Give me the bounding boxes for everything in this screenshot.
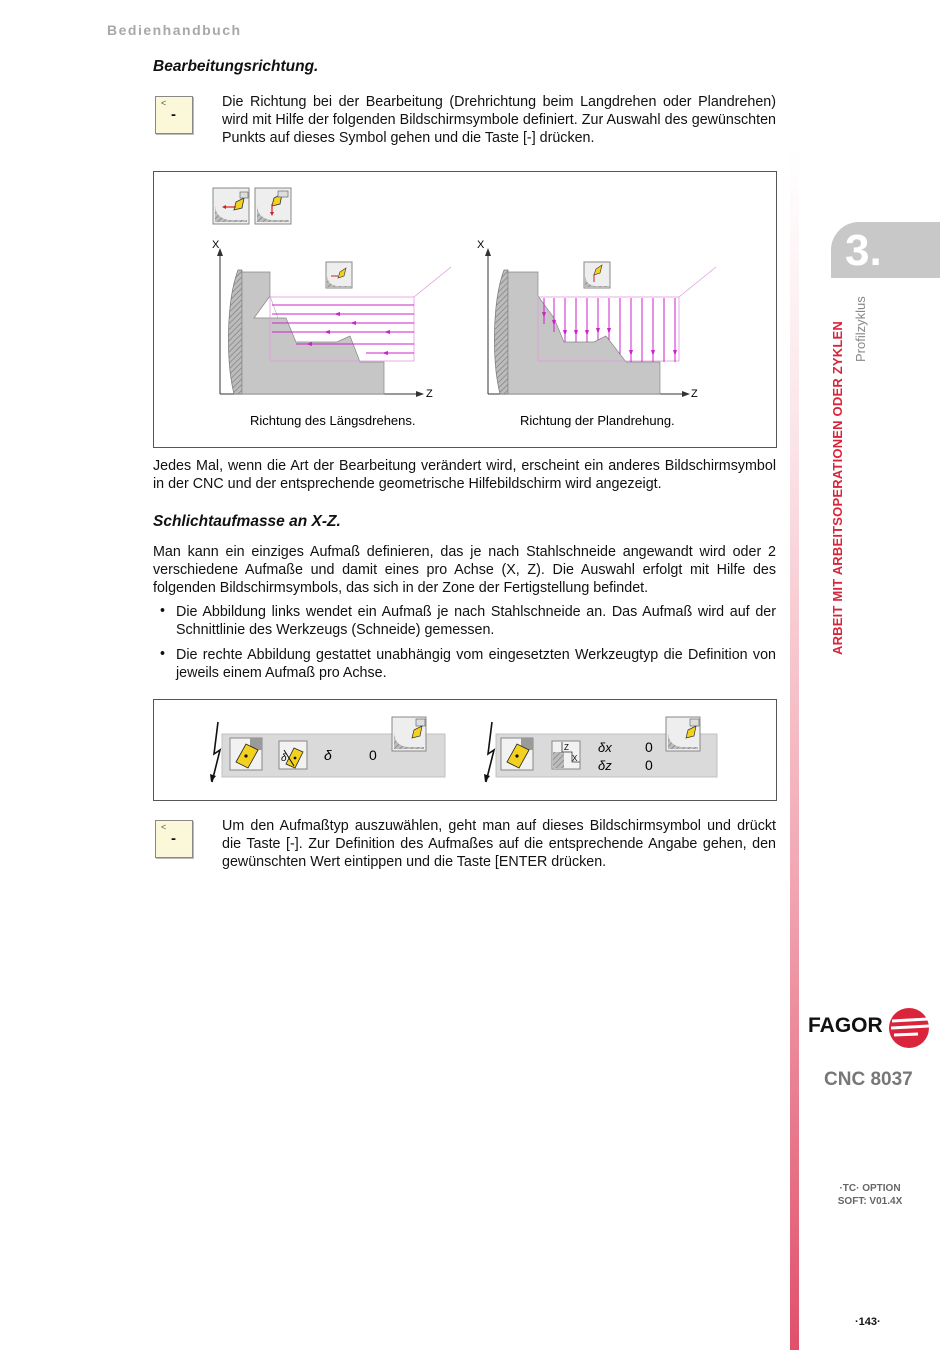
page-number: ·143· bbox=[855, 1316, 881, 1328]
toggle-arrow-icon-right bbox=[486, 722, 494, 782]
tool-insert-icon[interactable] bbox=[230, 738, 262, 770]
model-name: CNC 8037 bbox=[824, 1069, 913, 1090]
key-minus-icon bbox=[155, 96, 193, 134]
axis-x-label-left: X bbox=[212, 239, 220, 251]
option-line-2: SOFT: V01.4X bbox=[837, 1196, 903, 1207]
chapter-number: 3. bbox=[845, 226, 882, 275]
section-heading-schlichtaufmasse: Schlichtaufmasse an X-Z. bbox=[153, 513, 341, 530]
dx-label: δx bbox=[598, 740, 612, 755]
facing-diagram bbox=[477, 239, 716, 428]
section1-text: Die Richtung bei der Bearbeitung (Drehrichtung beim Langdrehen oder Plandrehen) wird mit Hilfe der folgenden Bildschirmsymbole definiert. Zur Auswahl des gewünschten Punkts auf dieses Symbol gehen und die Taste [-] drücken. bbox=[222, 94, 776, 146]
chapter-title: ARBEIT MIT ARBEITSOPERATIONEN ODER ZYKLEN bbox=[830, 321, 845, 655]
key-label: - bbox=[171, 106, 176, 123]
axis-stock-icon-z: Z bbox=[564, 743, 569, 752]
tool-insert-icon-right[interactable] bbox=[501, 738, 533, 770]
axis-z-label-right: Z bbox=[691, 388, 698, 400]
longitudinal-direction-icon bbox=[213, 188, 249, 224]
option-line-1: ·TC· OPTION bbox=[839, 1183, 901, 1194]
toggle-arrow-icon bbox=[212, 722, 220, 782]
facing-small-icon bbox=[584, 262, 610, 288]
longitudinal-small-icon bbox=[326, 262, 352, 288]
tool-position-icon bbox=[392, 717, 426, 751]
tool-edge-stock-icon[interactable] bbox=[279, 741, 307, 769]
figure-machining-direction bbox=[153, 171, 777, 448]
figure-finishing-stock bbox=[153, 699, 777, 801]
bullet-mark-1: • bbox=[160, 603, 166, 619]
single-stock-panel bbox=[210, 717, 445, 782]
key-symbol: < bbox=[161, 98, 167, 108]
fagor-logo-text: FAGOR bbox=[808, 1014, 883, 1037]
bullet-text-2: Die rechte Abbildung gestattet unabhängig vom eingesetzten Werkzeugtyp die Definition von jeweils einem Aufmaß pro Achse. bbox=[176, 647, 776, 681]
svg-text:δ: δ bbox=[281, 753, 287, 764]
tool-position-icon-right bbox=[666, 717, 700, 751]
axis-stock-icon[interactable] bbox=[552, 741, 580, 769]
axis-z-label-left: Z bbox=[426, 388, 433, 400]
para-after-figure1: Jedes Mal, wenn die Art der Bearbeitung verändert wird, erscheint ein anderes Bildschirmsymbol in der CNC und der entsprechende geometrische Hilfebildschirm wird angezeigt. bbox=[153, 458, 776, 492]
caption-facing: Richtung der Plandrehung. bbox=[520, 413, 675, 428]
section3-text: Um den Aufmaßtyp auszuwählen, geht man auf dieses Bildschirmsymbol und drückt die Taste [-]. Zur Definition des Aufmaßes auf die entsprechende Angabe gehen, den gewünschten Wert eintippen und die Taste [ENTER drücken. bbox=[222, 818, 776, 870]
running-header: Bedienhandbuch bbox=[107, 22, 242, 38]
axis-x-label-right: X bbox=[477, 239, 485, 251]
key-symbol-2: < bbox=[161, 822, 167, 832]
delta-value[interactable]: 0 bbox=[369, 747, 377, 763]
fagor-logo-icon bbox=[888, 1007, 930, 1049]
section2-text: Man kann ein einziges Aufmaß definieren, das je nach Stahlschneide angewandt wird oder 2 verschiedene Aufmaße und damit eines pro Achse (X, Z). Die Auswahl erfolgt mit Hilfe des folgenden Bildschirmsymbols, das sich in der Zone der Fertigstellung befindet. bbox=[153, 544, 776, 596]
caption-longitudinal: Richtung des Längsdrehens. bbox=[250, 413, 416, 428]
key-minus-icon-2 bbox=[155, 820, 193, 858]
dz-label: δz bbox=[598, 758, 612, 773]
sidebar-gradient-strip bbox=[790, 150, 799, 1350]
longitudinal-turning-diagram bbox=[212, 239, 451, 428]
chapter-tab bbox=[831, 222, 940, 278]
bullet-text-1: Die Abbildung links wendet ein Aufmaß je nach Stahlschneide an. Das Aufmaß wird auf der Schnittlinie des Werkzeugs (Schneide) gemessen. bbox=[176, 604, 776, 638]
delta-label: δ bbox=[324, 747, 332, 763]
axis-stock-icon-x: X bbox=[572, 754, 578, 763]
per-axis-stock-panel bbox=[484, 717, 717, 782]
dx-value[interactable]: 0 bbox=[645, 739, 653, 755]
section-heading-bearbeitungsrichtung: Bearbeitungsrichtung. bbox=[153, 58, 319, 75]
machining-direction-diagram bbox=[154, 172, 776, 447]
bullet-mark-2: • bbox=[160, 646, 166, 662]
facing-direction-icon bbox=[255, 188, 291, 224]
chapter-subtitle: Profilzyklus bbox=[853, 296, 868, 362]
dz-value[interactable]: 0 bbox=[645, 757, 653, 773]
finishing-stock-diagram bbox=[154, 700, 776, 800]
key-label-2: - bbox=[171, 830, 176, 847]
